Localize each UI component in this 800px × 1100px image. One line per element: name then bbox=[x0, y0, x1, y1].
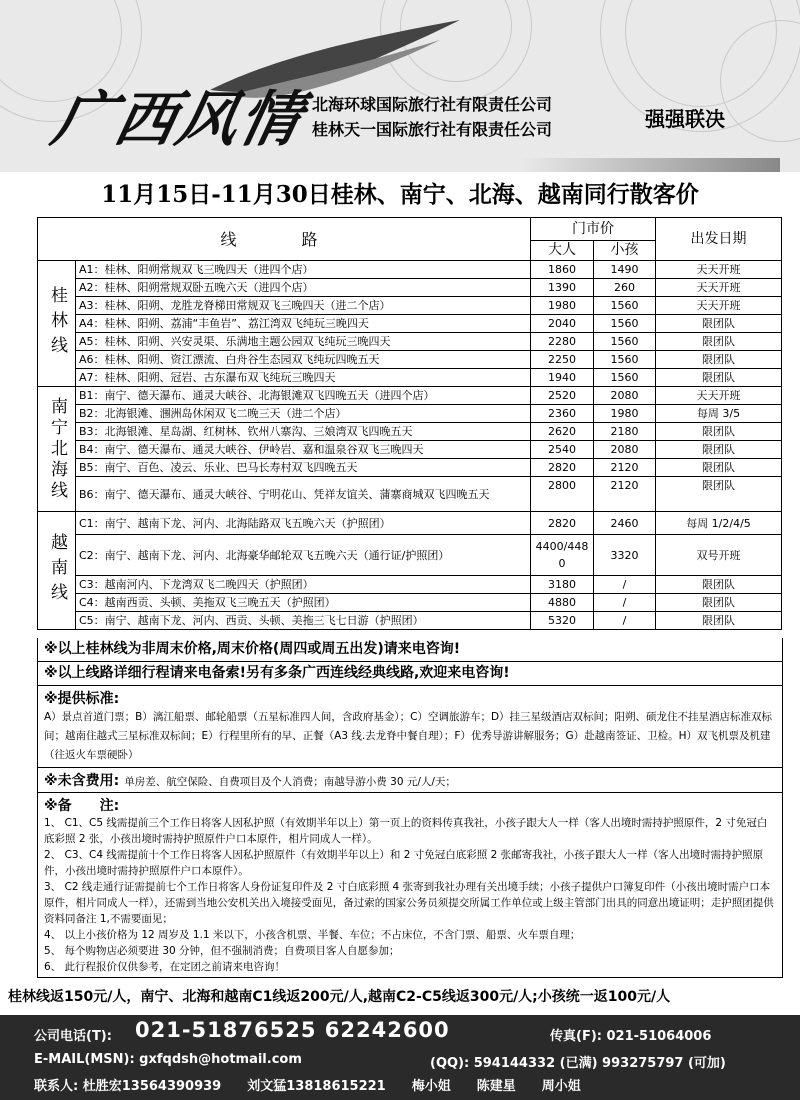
adult-price: 2800 bbox=[531, 477, 594, 512]
table-row bbox=[38, 423, 782, 441]
route-name: A5：桂林、阳朔、兴安灵渠、乐满地主题公园双飞纯玩三晚四天 bbox=[76, 333, 531, 351]
table-row bbox=[38, 459, 782, 477]
adult-price: 1940 bbox=[531, 369, 594, 387]
route-name: C4：越南西贡、头顿、美拖双飞三晚五天（护照团） bbox=[76, 594, 531, 612]
departure-date: 天天开班 bbox=[656, 297, 782, 315]
page-title: 11月15日-11月30日桂林、南宁、北海、越南同行散客价 bbox=[101, 181, 699, 208]
adult-price: 1390 bbox=[531, 279, 594, 297]
departure-date: 天天开班 bbox=[656, 261, 782, 279]
adult-price: 1860 bbox=[531, 261, 594, 279]
child-price: 260 bbox=[594, 279, 656, 297]
departure-date: 每周 1/2/4/5 bbox=[656, 512, 782, 535]
route-name: C5：南宁、越南下龙、河内、西贡、头顿、美拖三飞七日游（护照团） bbox=[76, 612, 531, 630]
child-price: / bbox=[594, 576, 656, 594]
category-nanning-beihai: 南宁北海线 bbox=[38, 387, 76, 512]
qq-numbers: (QQ): 594144332 (已满) 993275797 (可加) bbox=[430, 1056, 726, 1071]
departure-date: 限团队 bbox=[656, 441, 782, 459]
child-price: 1560 bbox=[594, 297, 656, 315]
table-row bbox=[38, 594, 782, 612]
departure-date: 天天开班 bbox=[656, 279, 782, 297]
fax-number: 传真(F): 021-51064006 bbox=[550, 1029, 712, 1044]
route-name: A4：桂林、阳朔、荔浦“丰鱼岩”、荔江湾双飞纯玩三晚四天 bbox=[76, 315, 531, 333]
service-standard-text: A）景点首道门票；B）漓江船票、邮轮船票（五星标准四人间，含政府基金）；C）空调旅游车；D）挂三星级酒店双标间；阳朔、硕龙住不挂星酒店标准双标间；越南住越式三星标准双标间；E）行程里所有的早、正餐（A3 线.去龙脊中餐自理）；F）优秀导游讲解服务；G）赴越南签证、卫检。H）双飞机票及机建（往返火车票硬卧） bbox=[44, 711, 773, 761]
departure-date: 限团队 bbox=[656, 333, 782, 351]
child-column-header: 小孩 bbox=[594, 241, 656, 261]
remarks-label: ※备 注: bbox=[44, 798, 120, 814]
child-price: 1560 bbox=[594, 333, 656, 351]
table-row bbox=[38, 333, 782, 351]
departure-date: 限团队 bbox=[656, 369, 782, 387]
child-price: 2120 bbox=[594, 459, 656, 477]
table-row bbox=[38, 387, 782, 405]
adult-price: 2280 bbox=[531, 333, 594, 351]
route-name: A6：桂林、阳朔、资江漂流、白舟谷生态园双飞纯玩四晚五天 bbox=[76, 351, 531, 369]
departure-date: 限团队 bbox=[656, 423, 782, 441]
departure-date: 限团队 bbox=[656, 477, 782, 512]
remark-item: 6、 此行程报价仅供参考，在定团之前请来电咨询！ bbox=[44, 961, 286, 973]
child-price: / bbox=[594, 612, 656, 630]
departure-date: 限团队 bbox=[656, 315, 782, 333]
phone-number: 021-51876525 62242600 bbox=[135, 1018, 450, 1042]
departure-date: 限团队 bbox=[656, 351, 782, 369]
logo-text: 广西风情 bbox=[46, 85, 310, 155]
decorative-bar bbox=[520, 158, 780, 172]
notes-section bbox=[37, 638, 783, 978]
adult-price: 3180 bbox=[531, 576, 594, 594]
route-name: A2：桂林、阳朔常规双卧五晚六天（进四个店） bbox=[76, 279, 531, 297]
table-row bbox=[38, 369, 782, 387]
email-address: E-MAIL(MSN): gxfqdsh@hotmail.com bbox=[34, 1052, 302, 1067]
route-name: B2：北海银滩、涠洲岛休闲双飞二晚三天（进二个店） bbox=[76, 405, 531, 423]
adult-price: 2360 bbox=[531, 405, 594, 423]
phone-label: 公司电话(T): bbox=[34, 1029, 112, 1044]
table-row bbox=[38, 441, 782, 459]
table-row bbox=[38, 297, 782, 315]
contact-persons: 联系人: 杜胜宏13564390939 刘文猛13818615221 梅小姐 陈建星 周小姐 bbox=[34, 1079, 581, 1094]
table-row bbox=[38, 351, 782, 369]
adult-price: 2040 bbox=[531, 315, 594, 333]
child-price: 1560 bbox=[594, 351, 656, 369]
child-price: 2080 bbox=[594, 387, 656, 405]
table-row bbox=[38, 576, 782, 594]
route-name: B1：南宁、德天瀑布、通灵大峡谷、北海银滩双飞四晚五天（进四个店） bbox=[76, 387, 531, 405]
route-name: A3：桂林、阳朔、龙胜龙脊梯田常规双飞三晚四天（进二个店） bbox=[76, 297, 531, 315]
route-name: B5：南宁、百色、凌云、乐业、巴马长寿村双飞四晚五天 bbox=[76, 459, 531, 477]
company-name-2: 桂林天一国际旅行社有限责任公司 bbox=[312, 120, 553, 139]
departure-date: 限团队 bbox=[656, 612, 782, 630]
weekend-price-note: ※以上桂林线为非周末价格,周末价格(周四或周五出发)请来电咨询! bbox=[38, 638, 782, 662]
adult-price: 1980 bbox=[531, 297, 594, 315]
adult-price: 4400/4480 bbox=[531, 535, 594, 576]
route-price-table bbox=[37, 217, 782, 630]
table-row bbox=[38, 612, 782, 630]
child-price: 1560 bbox=[594, 369, 656, 387]
table-row bbox=[38, 279, 782, 297]
table-row bbox=[38, 512, 782, 535]
price-column-header: 门市价 bbox=[531, 218, 656, 241]
table-row bbox=[38, 477, 782, 512]
adult-price: 2620 bbox=[531, 423, 594, 441]
departure-date: 限团队 bbox=[656, 459, 782, 477]
departure-date: 双号开班 bbox=[656, 535, 782, 576]
departure-date: 限团队 bbox=[656, 576, 782, 594]
route-name: B4：南宁、德天瀑布、通灵大峡谷、伊岭岩、嘉和温泉谷双飞三晚四天 bbox=[76, 441, 531, 459]
table-row bbox=[38, 315, 782, 333]
departure-date: 限团队 bbox=[656, 594, 782, 612]
child-price: 1560 bbox=[594, 315, 656, 333]
adult-price: 2250 bbox=[531, 351, 594, 369]
route-name: B6：南宁、德天瀑布、通灵大峡谷、宁明花山、凭祥友谊关、蒲寨商城双飞四晚五天 bbox=[76, 477, 531, 512]
remark-item: 5、 每个购物店必须要进 30 分钟，但不强制消费；自费项目客人自愿参加； bbox=[44, 945, 400, 957]
child-price: 2460 bbox=[594, 512, 656, 535]
excluded-fees-label: ※未含费用: bbox=[44, 773, 120, 789]
adult-column-header: 大人 bbox=[531, 241, 594, 261]
table-row bbox=[38, 405, 782, 423]
joint-slogan: 强强联决 bbox=[645, 107, 725, 131]
service-standard bbox=[38, 686, 782, 768]
child-price: 1980 bbox=[594, 405, 656, 423]
category-vietnam: 越南线 bbox=[38, 512, 76, 630]
excluded-fees bbox=[38, 768, 782, 793]
route-column-header: 线 路 bbox=[38, 218, 531, 261]
adult-price: 5320 bbox=[531, 612, 594, 630]
itinerary-note: ※以上线路详细行程请来电备索!另有多条广西连线经典线路,欢迎来电咨询! bbox=[38, 662, 782, 686]
company-name-1: 北海环球国际旅行社有限责任公司 bbox=[312, 95, 553, 114]
route-name: B3：北海银滩、星岛湖、红树林、钦州八寨沟、三娘湾双飞四晚五天 bbox=[76, 423, 531, 441]
child-price: 2120 bbox=[594, 477, 656, 512]
remark-item: 1、 C1、C5 线需提前三个工作日将客人因私护照（有效期半年以上）第一页上的资料传真我社，小孩子跟大人一样（客人出境时需持护照原件，2 寸免冠白底彩照 2 张，小孩出境时需持护照原件户口本原件，相片同成人一样）。 bbox=[44, 817, 768, 845]
remark-item: 3、 C2 线走通行证需提前七个工作日将客人身份证复印件及 2 寸白底彩照 4 张寄到我社办理有关出境手续；小孩子提供户口簿复印件（小孩出境时需户口本原件，相片同成人一样），还需到当地公安机关出入境接受面见，备过索的国家公务员须提交所属工作单位或上级主管部门出具的同意出境证明；走护照团提供资料同备注 1,不需要面见； bbox=[44, 881, 774, 925]
child-price: 2180 bbox=[594, 423, 656, 441]
table-row bbox=[38, 261, 782, 279]
departure-date: 天天开班 bbox=[656, 387, 782, 405]
remark-item: 2、 C3、C4 线需提前十个工作日将客人因私护照原件（有效期半年以上）和 2 寸免冠白底彩照 2 张邮寄我社，小孩子跟大人一样（客人出境时需持护照原件，小孩出境时需持护照原件户口本原件）。 bbox=[44, 849, 764, 877]
adult-price: 2540 bbox=[531, 441, 594, 459]
adult-price: 4880 bbox=[531, 594, 594, 612]
departure-date: 每周 3/5 bbox=[656, 405, 782, 423]
contact-footer bbox=[0, 1015, 800, 1100]
departure-column-header: 出发日期 bbox=[656, 218, 782, 261]
service-standard-label: ※提供标准: bbox=[44, 691, 120, 707]
category-guilin: 桂林线 bbox=[38, 261, 76, 387]
adult-price: 2820 bbox=[531, 512, 594, 535]
adult-price: 2820 bbox=[531, 459, 594, 477]
adult-price: 2520 bbox=[531, 387, 594, 405]
table-row bbox=[38, 535, 782, 576]
route-name: C3：越南河内、下龙湾双飞二晚四天（护照团） bbox=[76, 576, 531, 594]
route-name: A1：桂林、阳朔常规双飞三晚四天（进四个店） bbox=[76, 261, 531, 279]
excluded-fees-text: 单房差、航空保险、自费项目及个人消费；南越导游小费 30 元/人/天； bbox=[124, 776, 456, 788]
route-name: A7：桂林、阳朔、冠岩、古东瀑布双飞纯玩三晚四天 bbox=[76, 369, 531, 387]
header-banner bbox=[0, 0, 800, 172]
child-price: / bbox=[594, 594, 656, 612]
remarks bbox=[38, 793, 782, 977]
child-price: 2080 bbox=[594, 441, 656, 459]
remark-item: 4、 以上小孩价格为 12 周岁及 1.1 米以下，小孩含机票、半餐、车位；不占床位，不含门票、船票、火车票自理； bbox=[44, 929, 581, 941]
route-name: C2：南宁、越南下龙、河内、北海豪华邮轮双飞五晚六天（通行证/护照团） bbox=[76, 535, 531, 576]
rebate-info: 桂林线返150元/人，南宁、北海和越南C1线返200元/人,越南C2-C5线返300元/人;小孩统一返100元/人 bbox=[8, 989, 671, 1005]
child-price: 3320 bbox=[594, 535, 656, 576]
child-price: 1490 bbox=[594, 261, 656, 279]
route-name: C1：南宁、越南下龙、河内、北海陆路双飞五晚六天（护照团） bbox=[76, 512, 531, 535]
